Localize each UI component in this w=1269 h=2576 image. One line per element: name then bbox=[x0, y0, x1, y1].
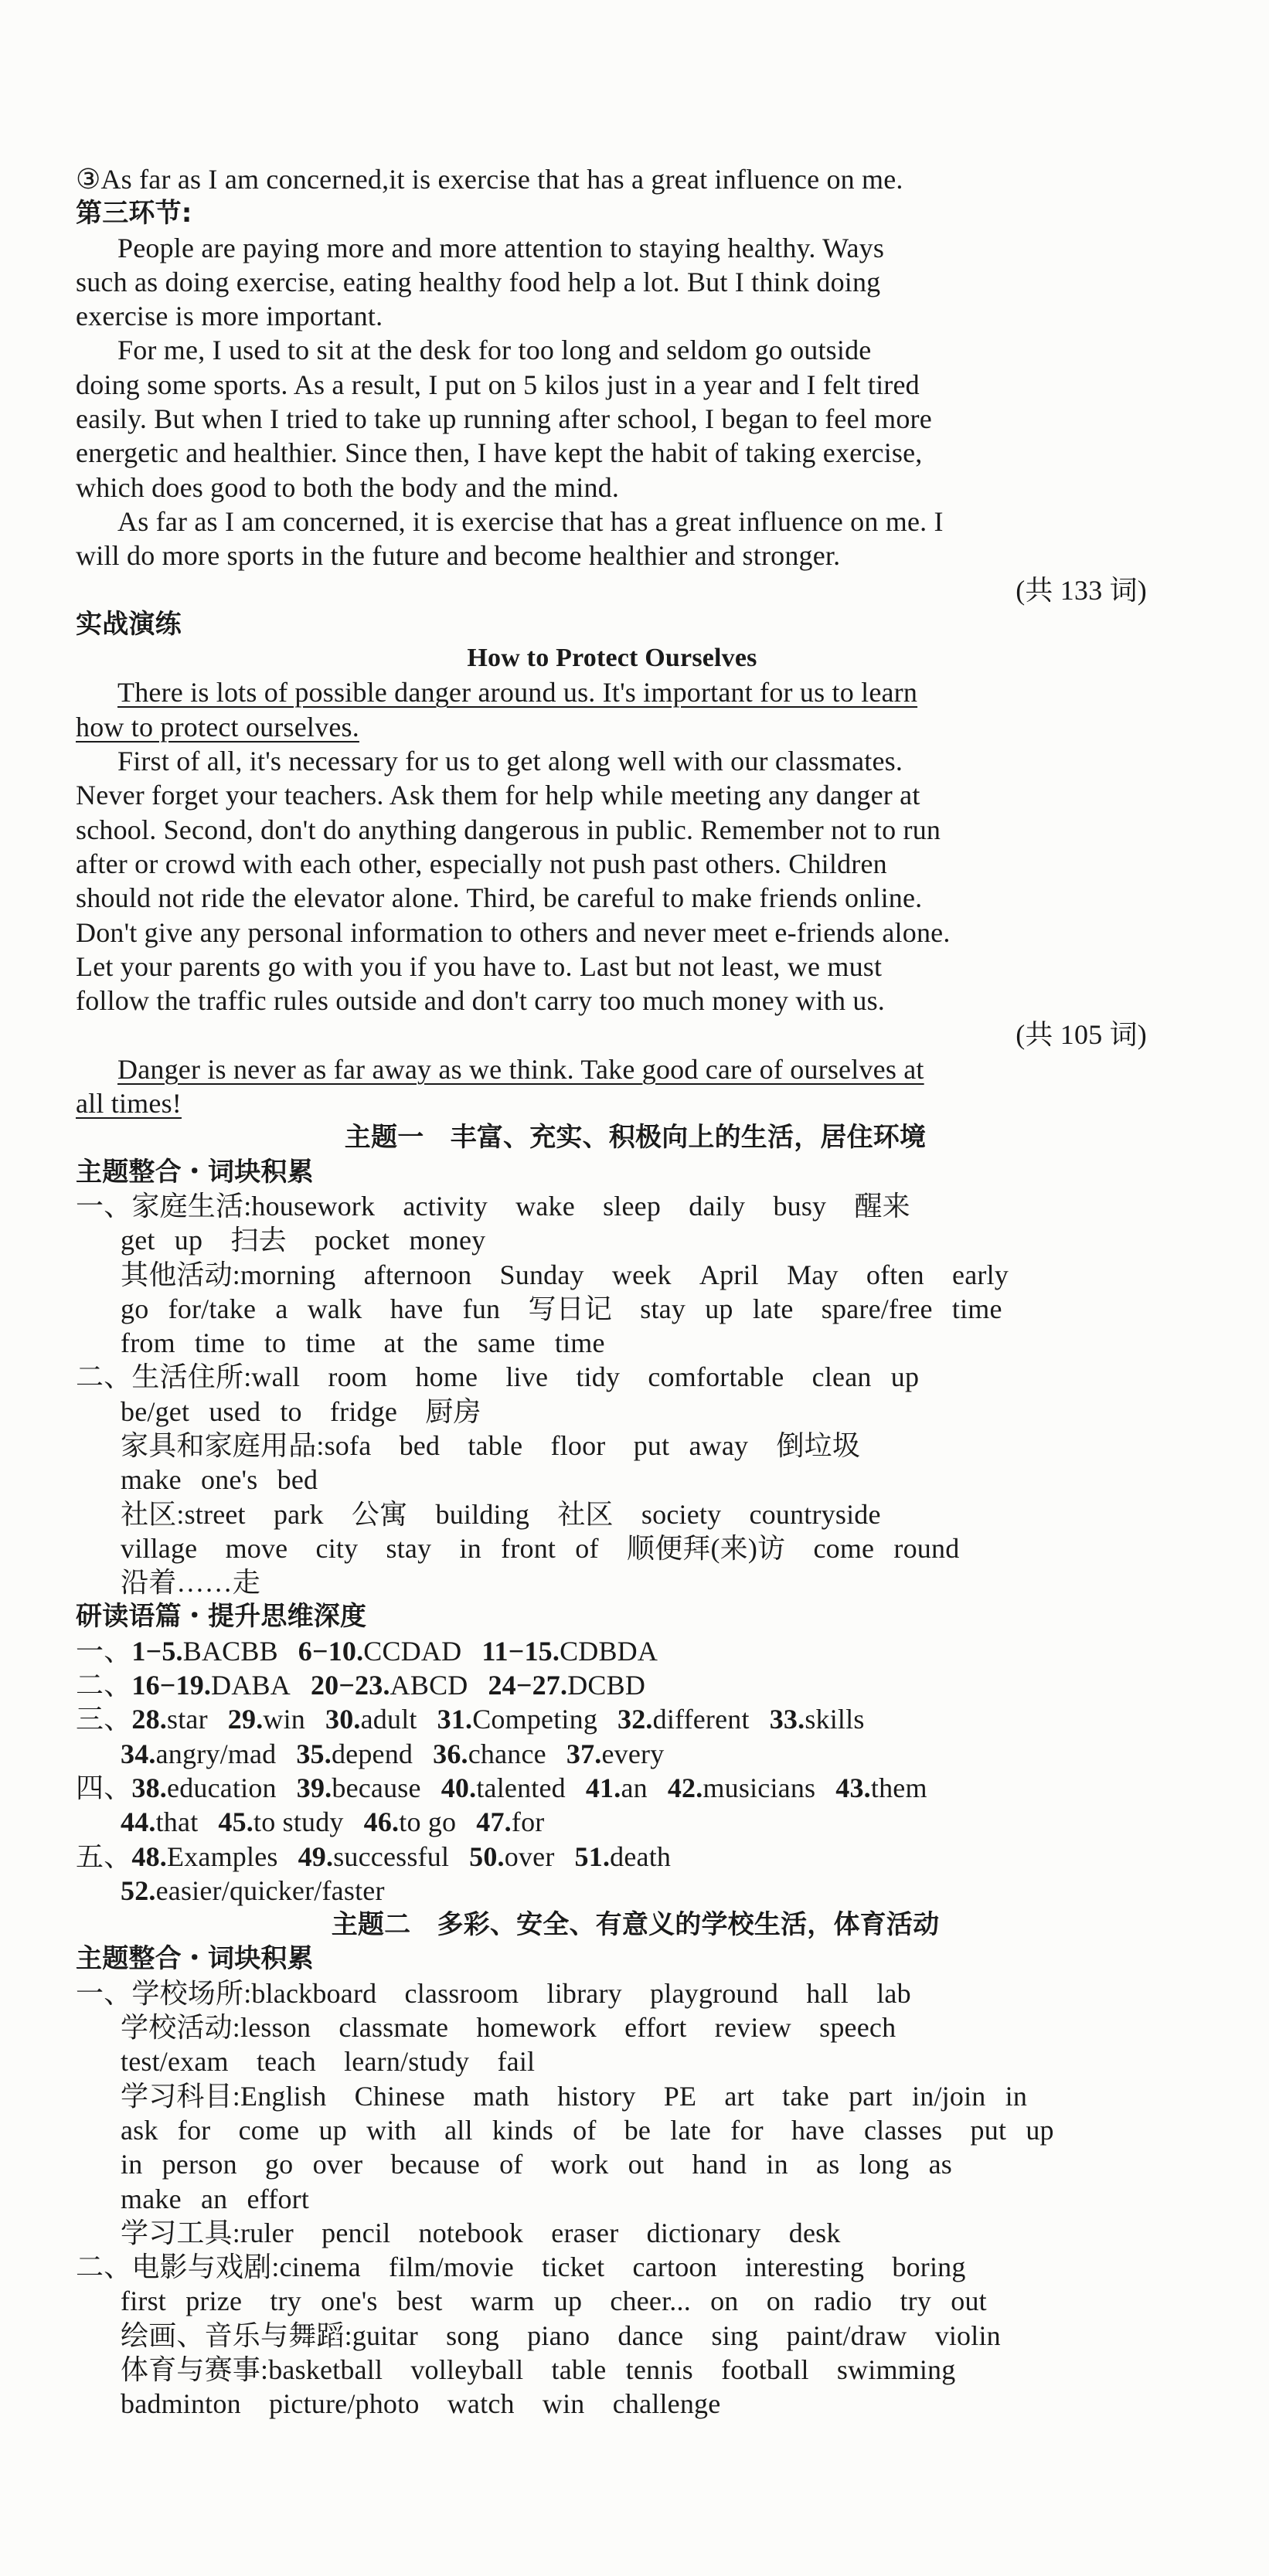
essay-p2-line: energetic and healthier. Since then, I have kept the habit of taking exercise, bbox=[76, 437, 923, 469]
answer-num: 44. bbox=[121, 1806, 156, 1838]
vocab-line: 绘画、音乐与舞蹈:guitar song piano dance sing paint/draw violin bbox=[121, 2319, 1001, 2351]
answer-value: for bbox=[511, 1806, 545, 1838]
answer-num: 6−10. bbox=[298, 1635, 364, 1667]
essay-p2-line: which does good to both the body and the mind. bbox=[76, 471, 620, 503]
body-line: First of all, it's necessary for us to get along well with our classmates. bbox=[117, 746, 903, 777]
vocab-line: 其他活动:morning afternoon Sunday week April May often early bbox=[121, 1259, 1009, 1290]
answer-value: that bbox=[155, 1806, 199, 1838]
intro-line bbox=[76, 710, 1148, 744]
answer-value: over bbox=[504, 1840, 555, 1872]
answer-row-2 bbox=[76, 1668, 1148, 1702]
answer-num: 32. bbox=[617, 1704, 653, 1735]
answer-num: 49. bbox=[298, 1840, 334, 1872]
vocab-line: 家具和家庭用品:sofa bed table floor put away 倒垃圾 bbox=[121, 1429, 861, 1461]
word-count-1: (共 133 词) bbox=[1016, 574, 1147, 606]
answer-value: Competing bbox=[472, 1704, 598, 1735]
vocab-line: 二、生活住所:wall room home live tidy comfortable clean up bbox=[76, 1361, 920, 1393]
vocab-line: test/exam teach learn/study fail bbox=[121, 2046, 536, 2078]
answer-value: ABCD bbox=[390, 1670, 468, 1701]
body-line: Don't give any personal information to others and never meet e-friends alone. bbox=[76, 916, 951, 948]
answer-prefix: 一、 bbox=[76, 1635, 132, 1667]
answer-num: 48. bbox=[131, 1840, 168, 1872]
answer-num: 51. bbox=[574, 1840, 611, 1872]
answer-num: 37. bbox=[566, 1738, 602, 1769]
answer-value: different bbox=[652, 1704, 750, 1735]
vocab-line: make an effort bbox=[121, 2183, 310, 2214]
answer-row-1 bbox=[76, 1634, 1148, 1668]
answer-value: death bbox=[610, 1840, 672, 1872]
vocab-line: 一、学校场所:blackboard classroom library playground hall lab bbox=[76, 1977, 911, 2009]
answer-value: win bbox=[263, 1704, 306, 1735]
ending-line-text: all times! bbox=[76, 1088, 182, 1120]
answer-row-4 bbox=[76, 1771, 1148, 1805]
answer-num: 50. bbox=[469, 1840, 505, 1872]
essay-p1-line: exercise is more important. bbox=[76, 301, 383, 332]
answer-row-4b bbox=[76, 1805, 1148, 1839]
vocab-line: 沿着……走 bbox=[121, 1567, 261, 1599]
section-3-label: 第三环节: bbox=[76, 198, 192, 229]
answer-value: Examples bbox=[167, 1840, 278, 1872]
vocab-line: first prize try one's best warm up cheer... on on radio try out bbox=[121, 2285, 987, 2317]
answer-num: 38. bbox=[131, 1772, 168, 1803]
body-line: should not ride the elevator alone. Third, be careful to make friends online. bbox=[76, 882, 923, 914]
vocab-line: village move city stay in front of 顺便拜(来)访 come round bbox=[121, 1532, 960, 1564]
answer-value: because bbox=[332, 1772, 421, 1803]
vocab-line: 二、电影与戏剧:cinema film/movie ticket cartoon interesting boring bbox=[76, 2251, 966, 2283]
body-line: school. Second, don't do anything dangerous in public. Remember not to run bbox=[76, 814, 941, 845]
vocab-line: make one's bed bbox=[121, 1464, 318, 1496]
answer-value: chance bbox=[468, 1738, 546, 1769]
vocab-line: 体育与赛事:basketball volleyball table tennis football swimming bbox=[121, 2354, 956, 2385]
essay-p2-line: easily. But when I tried to take up running after school, I began to feel more bbox=[76, 403, 932, 435]
answer-num: 16−19. bbox=[131, 1670, 212, 1701]
word-count-2: (共 105 词) bbox=[1016, 1019, 1147, 1051]
answer-value: DCBD bbox=[567, 1670, 646, 1701]
intro-line-text: how to protect ourselves. bbox=[76, 711, 359, 743]
answer-num: 34. bbox=[121, 1738, 156, 1769]
essay-p2-line: For me, I used to sit at the desk for too long and seldom go outside bbox=[117, 335, 872, 366]
answer-num: 40. bbox=[441, 1772, 477, 1803]
vocab-line: from time to time at the same time bbox=[121, 1327, 605, 1359]
answer-num: 46. bbox=[363, 1806, 400, 1838]
answer-row-5 bbox=[76, 1840, 1148, 1874]
answer-num: 28. bbox=[131, 1704, 168, 1735]
theme-1-sub-vocab: 主题整合・词块积累 bbox=[76, 1156, 314, 1188]
answer-prefix: 四、 bbox=[76, 1772, 132, 1803]
essay-p1-line: People are paying more and more attention to staying healthy. Ways bbox=[117, 232, 885, 263]
answer-value: easier/quicker/faster bbox=[155, 1874, 385, 1906]
answer-num: 52. bbox=[121, 1874, 156, 1906]
essay-title: How to Protect Ourselves bbox=[467, 644, 757, 673]
vocab-line: 社区:street park 公寓 building 社区 society countryside bbox=[121, 1498, 881, 1530]
answer-value: depend bbox=[331, 1738, 413, 1769]
theme-2-sub-vocab: 主题整合・词块积累 bbox=[76, 1943, 314, 1975]
answer-row-5b bbox=[76, 1874, 1148, 1908]
answer-row-3 bbox=[76, 1702, 1148, 1736]
answer-prefix: 二、 bbox=[76, 1670, 132, 1701]
answer-value: BACBB bbox=[182, 1635, 278, 1667]
essay-p2-line: doing some sports. As a result, I put on 5 kilos just in a year and I felt tired bbox=[76, 369, 920, 400]
answer-num: 36. bbox=[433, 1738, 468, 1769]
intro-line: There is lots of possible danger around us. It's important for us to learn bbox=[117, 677, 918, 709]
answer-value: DABA bbox=[211, 1670, 291, 1701]
ending-line bbox=[76, 1086, 1148, 1120]
answer-value: talented bbox=[476, 1772, 566, 1803]
answer-value: musicians bbox=[703, 1772, 816, 1803]
essay-sentence-3: ③As far as I am concerned,it is exercise that has a great influence on me. bbox=[76, 164, 903, 195]
answer-value: every bbox=[601, 1738, 665, 1769]
vocab-line: ask for come up with all kinds of be late for have classes put up bbox=[121, 2114, 1054, 2146]
answer-num: 1−5. bbox=[131, 1635, 183, 1667]
theme-1-sub-reading: 研读语篇・提升思维深度 bbox=[76, 1601, 367, 1633]
answer-num: 33. bbox=[769, 1704, 805, 1735]
body-line: after or crowd with each other, especially not push past others. Children bbox=[76, 848, 887, 879]
answer-num: 24−27. bbox=[488, 1670, 568, 1701]
vocab-line: 学习工具:ruler pencil notebook eraser dictionary desk bbox=[121, 2217, 841, 2248]
answer-num: 43. bbox=[835, 1772, 871, 1803]
body-line: follow the traffic rules outside and don't carry too much money with us. bbox=[76, 985, 885, 1017]
answer-value: adult bbox=[360, 1704, 417, 1735]
vocab-line: in person go over because of work out hand in as long as bbox=[121, 2149, 953, 2180]
vocab-line: get up 扫去 pocket money bbox=[121, 1225, 486, 1256]
body-line: Never forget your teachers. Ask them for help while meeting any danger at bbox=[76, 780, 920, 811]
answer-value: star bbox=[167, 1704, 208, 1735]
answer-num: 41. bbox=[585, 1772, 621, 1803]
answer-value: CCDAD bbox=[363, 1635, 462, 1667]
answer-num: 31. bbox=[437, 1704, 473, 1735]
answer-num: 39. bbox=[296, 1772, 332, 1803]
essay-p3-line: As far as I am concerned, it is exercise that has a great influence on me. I bbox=[117, 505, 944, 537]
answer-prefix: 五、 bbox=[76, 1840, 132, 1872]
answer-num: 11−15. bbox=[481, 1635, 560, 1667]
answer-num: 47. bbox=[476, 1806, 512, 1838]
answer-value: successful bbox=[333, 1840, 450, 1872]
answer-num: 35. bbox=[296, 1738, 332, 1769]
answer-num: 45. bbox=[218, 1806, 254, 1838]
answer-num: 30. bbox=[325, 1704, 361, 1735]
answer-value: skills bbox=[805, 1704, 865, 1735]
vocab-line: 学习科目:English Chinese math history PE art take part in/join in bbox=[121, 2080, 1028, 2112]
answer-value: an bbox=[621, 1772, 648, 1803]
ending-line: Danger is never as far away as we think. Take good care of ourselves at bbox=[117, 1053, 924, 1085]
body-line: Let your parents go with you if you have to. Last but not least, we must bbox=[76, 950, 883, 982]
vocab-line: be/get used to fridge 厨房 bbox=[121, 1395, 481, 1427]
answer-value: CDBDA bbox=[560, 1635, 658, 1667]
essay-p1-line: such as doing exercise, eating healthy food help a lot. But I think doing bbox=[76, 266, 881, 297]
answer-value: education bbox=[167, 1772, 277, 1803]
essay-p3-line: will do more sports in the future and become healthier and stronger. bbox=[76, 540, 841, 572]
answer-num: 20−23. bbox=[310, 1670, 390, 1701]
answer-prefix: 三、 bbox=[76, 1704, 132, 1735]
answer-value: them bbox=[870, 1772, 927, 1803]
answer-num: 29. bbox=[227, 1704, 264, 1735]
answer-value: angry/mad bbox=[155, 1738, 277, 1769]
answer-value: to study bbox=[253, 1806, 344, 1838]
answer-num: 42. bbox=[667, 1772, 703, 1803]
vocab-line: go for/take a walk have fun 写日记 stay up late spare/free time bbox=[121, 1293, 1002, 1324]
practice-label: 实战演练 bbox=[76, 608, 182, 640]
answer-row-3b bbox=[76, 1737, 1148, 1771]
document-body bbox=[76, 162, 1148, 2421]
vocab-line: 一、家庭生活:housework activity wake sleep daily busy 醒来 bbox=[76, 1190, 910, 1222]
theme-1-heading: 主题一 丰富、充实、积极向上的生活，居住环境 bbox=[344, 1122, 927, 1154]
vocab-line: badminton picture/photo watch win challenge bbox=[121, 2388, 721, 2420]
vocab-line: 学校活动:lesson classmate homework effort review speech bbox=[121, 2012, 896, 2044]
theme-2-heading: 主题二 多彩、安全、有意义的学校生活，体育活动 bbox=[331, 1909, 940, 1941]
answer-value: to go bbox=[399, 1806, 457, 1838]
